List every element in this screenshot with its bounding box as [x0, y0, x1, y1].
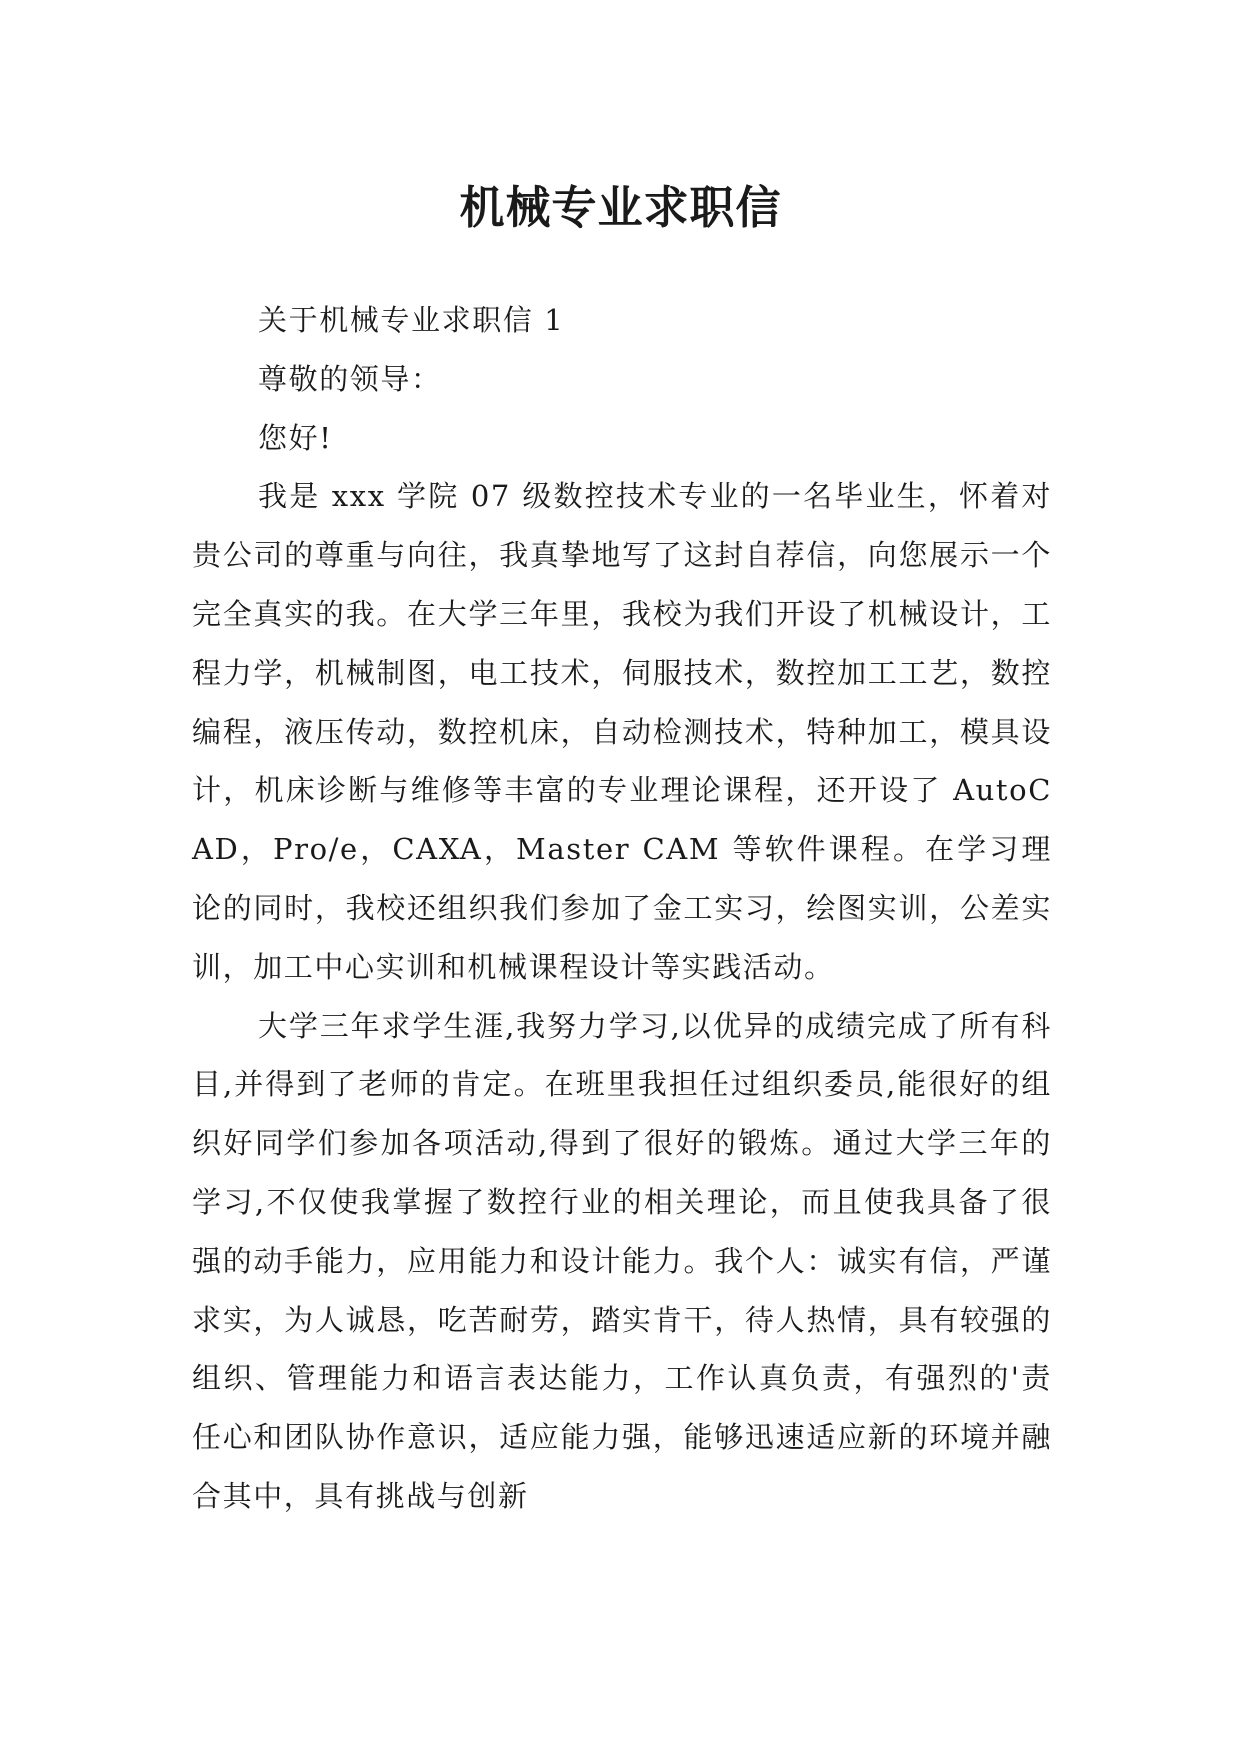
- paragraph-introduction: 我是 xxx 学院 07 级数控技术专业的一名毕业生，怀着对贵公司的尊重与向往，我真挚地写了这封自荐信，向您展示一个完全真实的我。在大学三年里，我校为我们开设了机械设计，工程力学，机械制图，电工技术，伺服技术，数控加工工艺，数控编程，液压传动，数控机床，自动检测技术，特种加工，模具设计，机床诊断与维修等丰富的专业理论课程，还开设了 AutoCAD，Pro/e，CAXA，Master CAM 等软件课程。在学习理论的同时，我校还组织我们参加了金工实习，绘图实训，公差实训，加工中心实训和机械课程设计等实践活动。: [192, 479, 1052, 984]
- paragraph-greeting: 您好!: [258, 420, 333, 455]
- document-body: [192, 291, 1052, 1526]
- document-title: 机械专业求职信: [459, 181, 782, 235]
- paragraph-salutation: 尊敬的领导：: [258, 361, 442, 396]
- paragraph-heading: 关于机械专业求职信 1: [258, 303, 565, 337]
- paragraph-self-assessment: 大学三年求学生涯,我努力学习,以优异的成绩完成了所有科目,并得到了老师的肯定。在班里我担任过组织委员,能很好的组织好同学们参加各项活动,得到了很好的锻炼。通过大学三年的学习,不仅使我掌握了数控行业的相关理论，而且使我具备了很强的动手能力，应用能力和设计能力。我个人：诚实有信，严谨求实，为人诚恳，吃苦耐劳，踏实肯干，待人热情，具有较强的组织、管理能力和语言表达能力，工作认真负责，有强烈的'责任心和团队协作意识，适应能力强，能够迅速适应新的环境并融合其中，具有挑战与创新: [192, 1008, 1052, 1513]
